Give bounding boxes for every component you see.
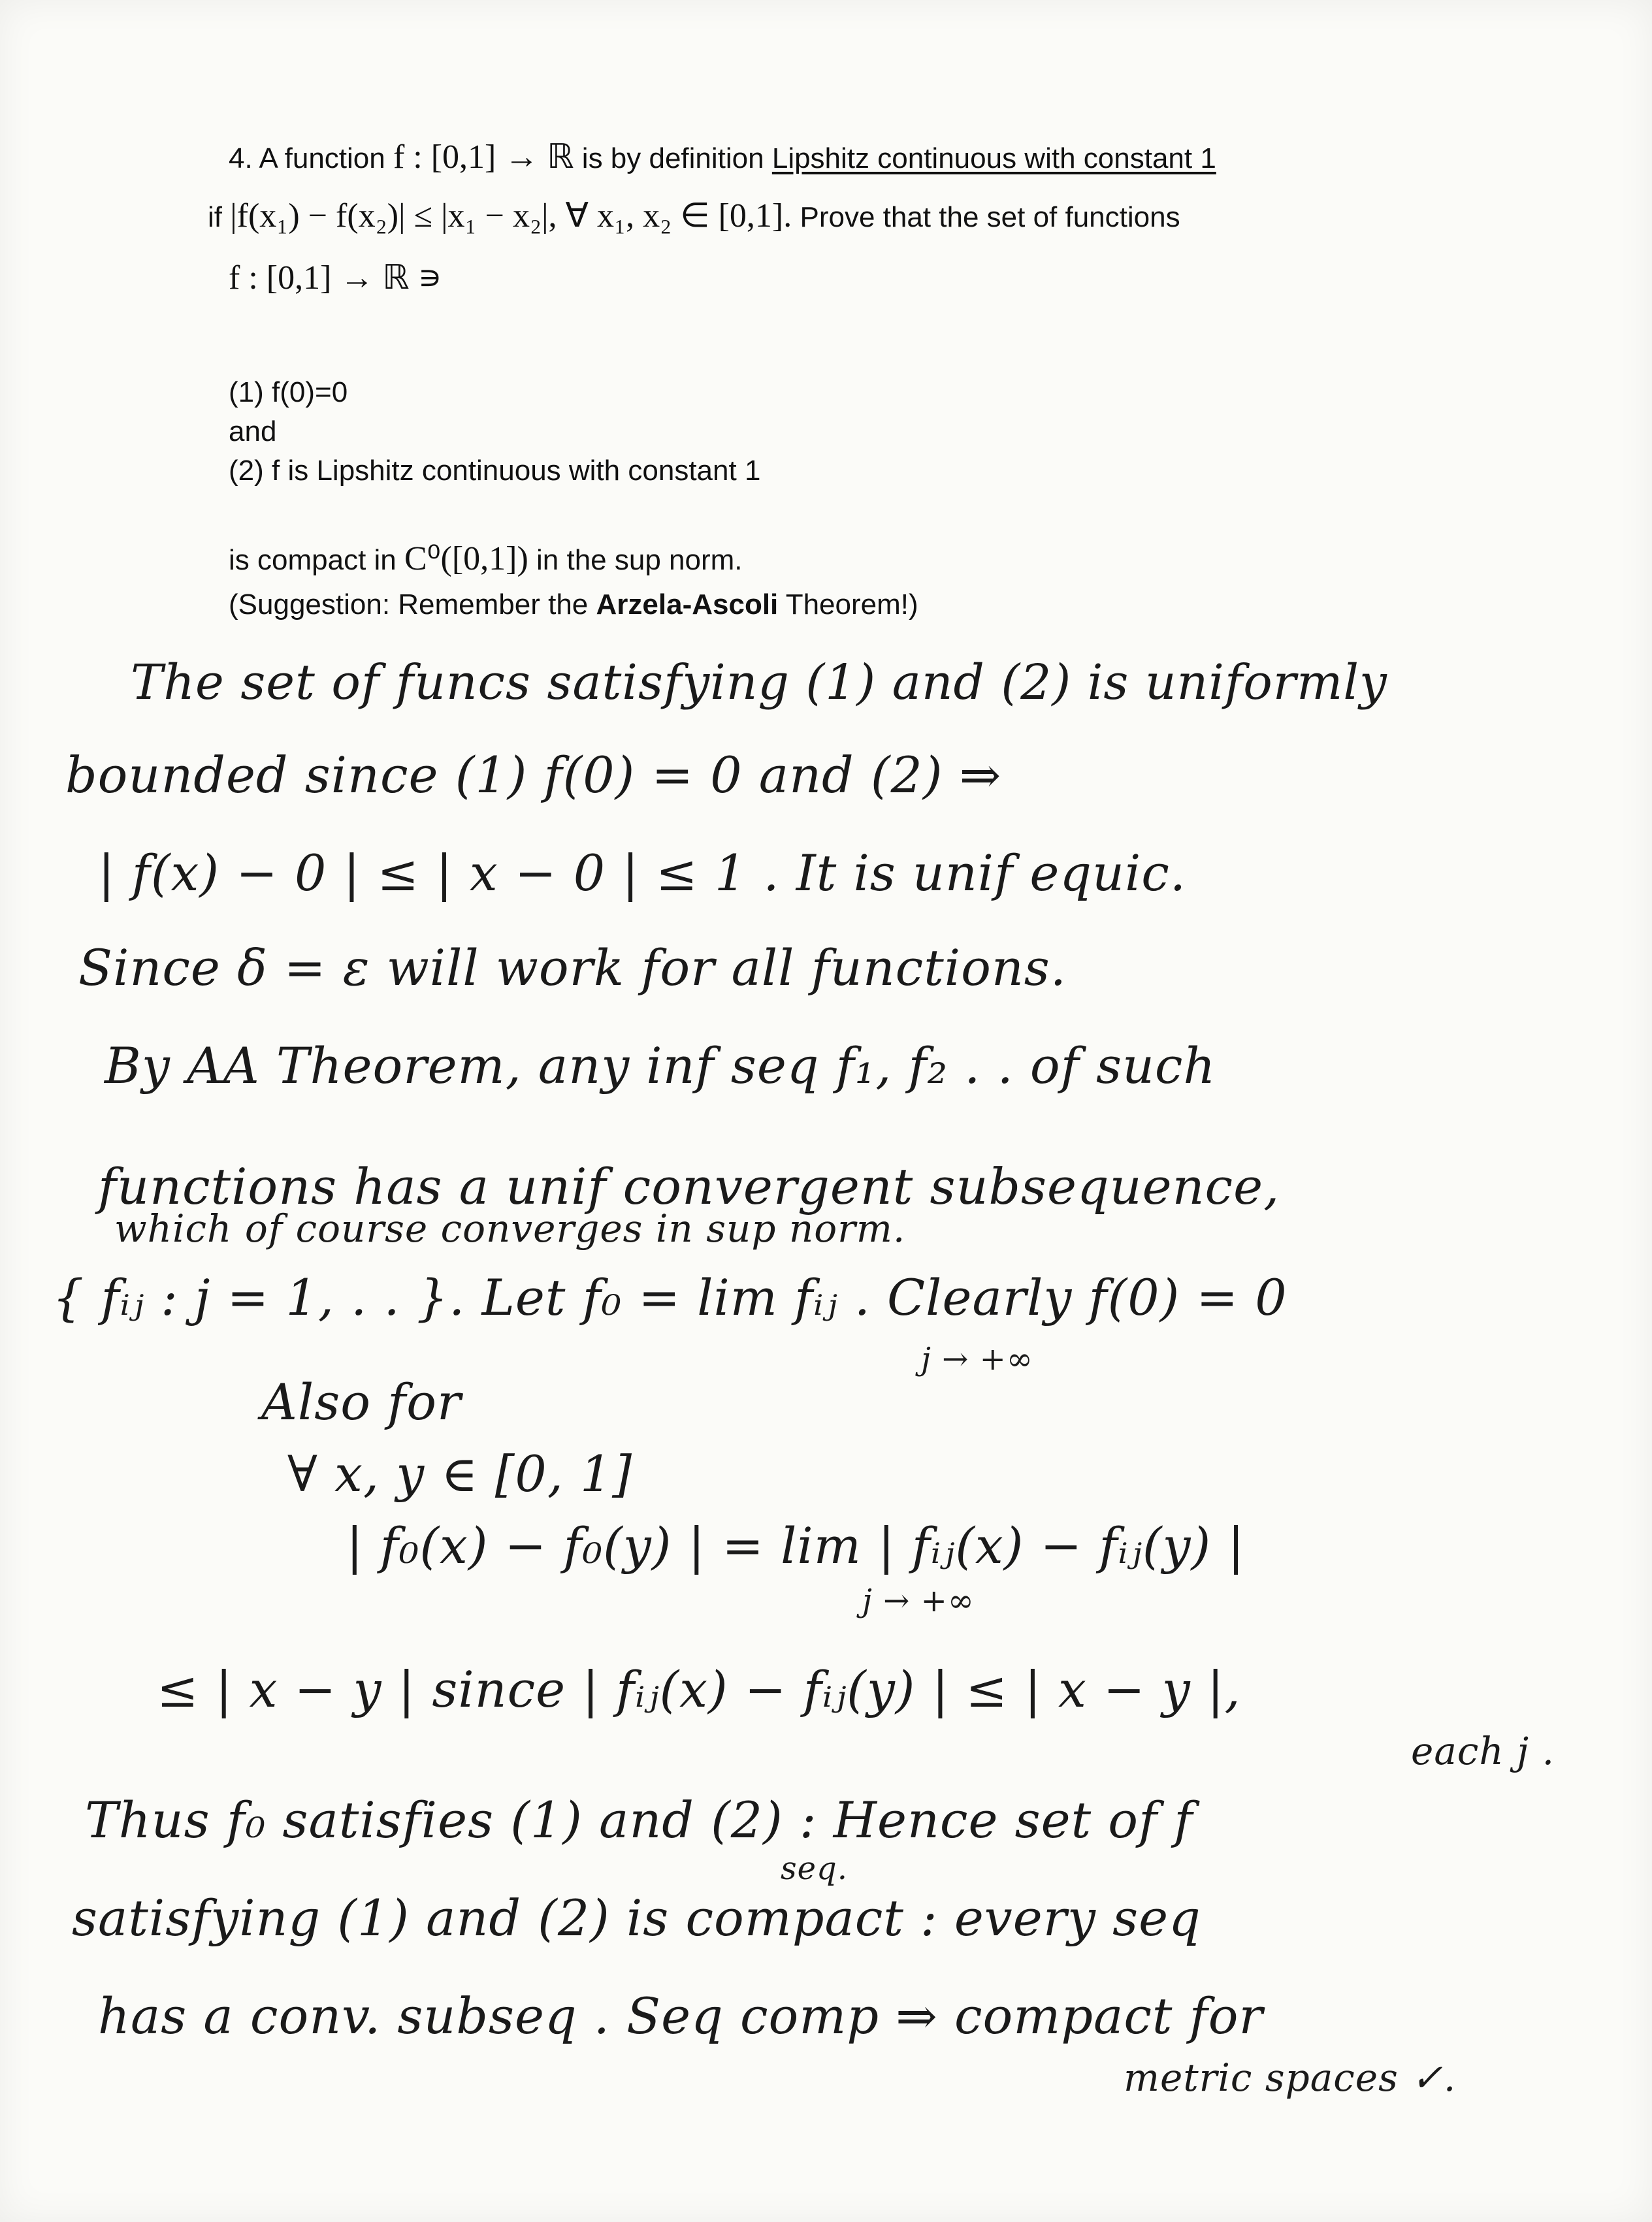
solution-line-8: { fᵢⱼ : j = 1, . . }. Let f₀ = lim fᵢⱼ . Clearly f(0) = 0: [52, 1268, 1288, 1327]
solution-line-7: which of course converges in sup norm.: [114, 1206, 906, 1251]
suggestion-suffix: Theorem!): [778, 588, 918, 620]
solution-line-13: Thus f₀ satisfies (1) and (2) : Hence set of f: [85, 1791, 1193, 1849]
c0-space: C⁰([0,1]): [404, 540, 528, 577]
definition-text: is by definition: [574, 142, 772, 174]
solution-line-11-subscript: j → +∞: [862, 1583, 975, 1619]
if-text: if: [208, 201, 231, 233]
solution-line-15: has a conv. subseq . Seq comp ⇒ compact for: [98, 1987, 1263, 2045]
solution-line-1: The set of funcs satisfying (1) and (2) is uniformly: [131, 654, 1387, 711]
function-signature: f : [0,1] → ℝ: [393, 138, 574, 176]
solution-line-16: metric spaces ✓.: [1124, 2055, 1457, 2100]
suggestion: [229, 588, 918, 622]
compact-statement: [229, 539, 743, 579]
solution-line-8-subscript: j → +∞: [921, 1341, 1033, 1377]
solution-line-14-insert: seq.: [781, 1850, 849, 1887]
problem-line-1: [229, 137, 1216, 178]
compact-suffix: in the sup norm.: [528, 544, 743, 576]
solution-line-12: ≤ | x − y | since | fᵢⱼ(x) − fᵢⱼ(y) | ≤ | x − y |,: [157, 1660, 1241, 1718]
condition-and: and: [229, 415, 277, 447]
solution-line-12-tail: each j .: [1411, 1729, 1555, 1773]
suggestion-theorem: Arzela-Ascoli: [596, 588, 779, 620]
solution-line-10: ∀ x, y ∈ [0, 1]: [287, 1445, 633, 1503]
solution-line-11: | f₀(x) − f₀(y) | = lim | fᵢⱼ(x) − fᵢⱼ(y) |: [346, 1517, 1245, 1575]
solution-line-14: satisfying (1) and (2) is compact : every seq: [72, 1889, 1201, 1947]
defined-term: Lipshitz continuous with constant 1: [771, 142, 1216, 174]
condition-1: (1) f(0)=0: [229, 376, 348, 408]
solution-line-3: | f(x) − 0 | ≤ | x − 0 | ≤ 1 . It is unif equic.: [98, 844, 1187, 902]
problem-line-2: [208, 196, 1180, 236]
prove-text: Prove that the set of functions: [792, 201, 1180, 233]
suggestion-prefix: (Suggestion: Remember the: [229, 588, 596, 620]
solution-line-6: functions has a unif convergent subsequence,: [98, 1157, 1280, 1216]
solution-line-4: Since δ = ε will work for all functions.: [78, 939, 1067, 997]
lipschitz-inequality: |f(x₁) − f(x₂)| ≤ |x₁ − x₂|, ∀ x₁, x₂ ∈ [0,1].: [230, 197, 792, 234]
compact-prefix: is compact in: [229, 544, 404, 576]
problem-line-3: f : [0,1] → ℝ ∍: [229, 259, 442, 297]
solution-line-2: bounded since (1) f(0) = 0 and (2) ⇒: [65, 746, 1002, 804]
solution-line-9: Also for: [261, 1373, 462, 1431]
solution-line-5: By AA Theorem, any inf seq f₁, f₂ . . of such: [105, 1037, 1216, 1095]
condition-2: (2) f is Lipshitz continuous with constant 1: [229, 455, 761, 487]
problem-number-text: 4. A function: [229, 142, 393, 174]
